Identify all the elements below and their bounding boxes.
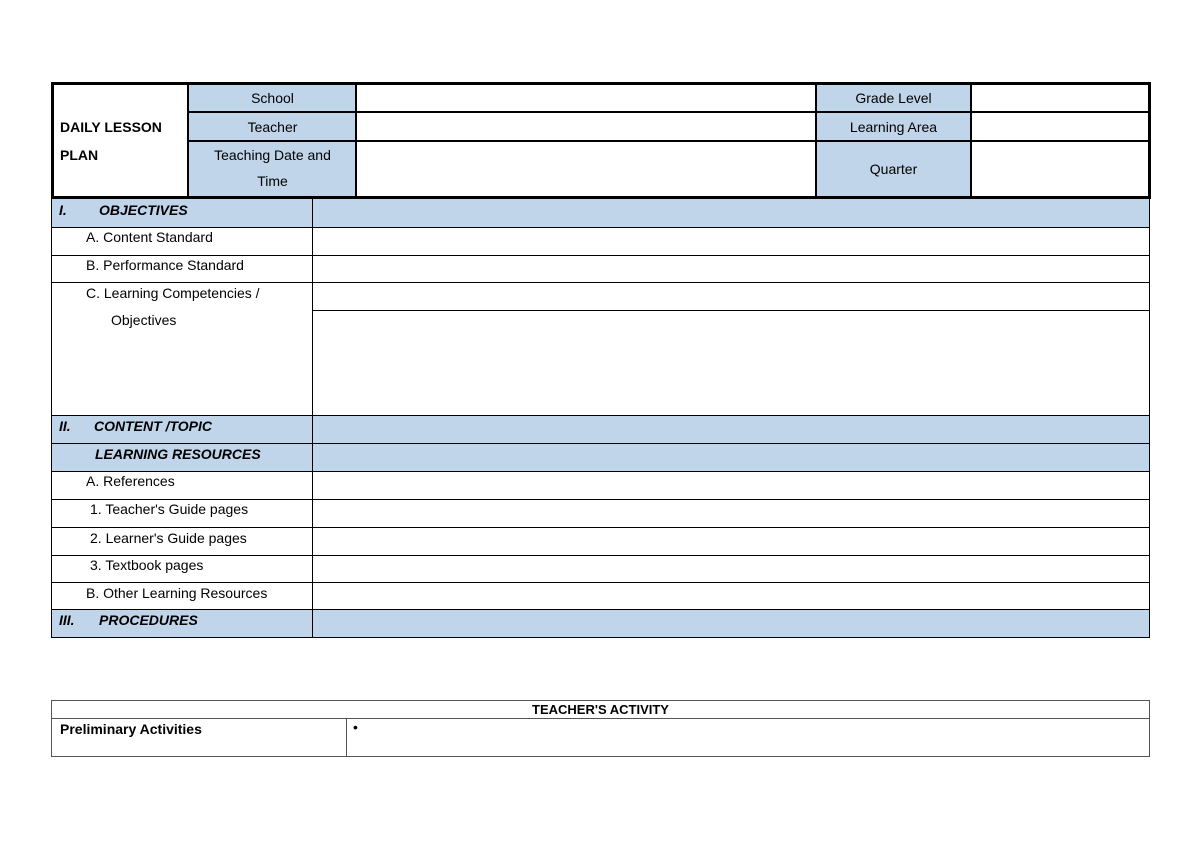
plan-row-line: [51, 499, 1150, 500]
preliminary-activities-field[interactable]: [347, 719, 1149, 756]
plan-row-line: [51, 255, 1150, 256]
plan-row-line: [51, 282, 1150, 283]
procedures-heading: PROCEDURES: [99, 612, 198, 628]
learning-area-label: Learning Area: [849, 119, 938, 135]
school-label: School: [251, 90, 294, 106]
content-topic-row: [52, 416, 1149, 444]
teacher-label-cell: [189, 113, 356, 141]
bullet-icon: •: [353, 719, 358, 735]
teaching-date-value-field[interactable]: [357, 142, 815, 196]
preliminary-activities-label: Preliminary Activities: [60, 721, 202, 737]
teaching-date-label-cell: [189, 142, 356, 196]
learners-guide-pages-label: 2. Learner's Guide pages: [90, 530, 247, 546]
teaching-date-label-line1: Teaching Date and: [214, 147, 331, 163]
teacher-label: Teacher: [247, 119, 298, 135]
objectives-num: I.: [59, 202, 67, 218]
learning-area-label-cell: [816, 113, 971, 141]
learning-competencies-label-line2: Objectives: [111, 312, 177, 328]
teaching-date-label-line2: Time: [257, 173, 288, 189]
page-title: [60, 113, 188, 169]
quarter-label: Quarter: [869, 161, 918, 177]
teachers-guide-pages-label: 1. Teacher's Guide pages: [90, 501, 249, 517]
objectives-row: [52, 199, 1149, 227]
quarter-value-field[interactable]: [972, 142, 1148, 196]
activity-border-left: [51, 700, 52, 757]
plan-row-line: [51, 637, 1150, 638]
plan-row-line: [51, 582, 1150, 583]
plan-row-line: [51, 527, 1150, 528]
performance-standard-label: B. Performance Standard: [86, 257, 244, 273]
performance-standard-field[interactable]: [313, 256, 1148, 282]
grade-level-label-cell: [816, 84, 971, 112]
learning-area-value-field[interactable]: [972, 113, 1148, 141]
learning-resources-heading: LEARNING RESOURCES: [95, 446, 261, 462]
teacher-activity-heading-cell: [52, 701, 1149, 718]
teachers-guide-pages-field[interactable]: [313, 500, 1148, 526]
plan-row-line-right: [312, 310, 1150, 311]
references-field[interactable]: [313, 472, 1148, 498]
plan-row-line: [51, 443, 1150, 444]
learners-guide-pages-field[interactable]: [313, 528, 1148, 554]
procedures-num: III.: [59, 612, 75, 628]
learning-competencies-label-line1: C. Learning Competencies /: [86, 285, 260, 301]
grade-level-label: Grade Level: [855, 90, 932, 106]
school-value-field[interactable]: [357, 84, 815, 112]
plan-border-right: [1149, 199, 1150, 638]
header-divider-h2: [187, 140, 1149, 142]
content-standard-label: A. Content Standard: [86, 229, 213, 245]
grade-level-value-field[interactable]: [972, 84, 1148, 112]
activity-border-mid: [51, 718, 1150, 719]
content-standard-field[interactable]: [313, 228, 1148, 254]
activity-border-right: [1149, 700, 1150, 757]
activity-border-top: [51, 700, 1150, 701]
activity-column-divider: [346, 718, 347, 757]
textbook-pages-label: 3. Textbook pages: [90, 557, 204, 573]
page-title-line1: DAILY LESSON: [60, 119, 162, 135]
plan-row-line: [51, 415, 1150, 416]
plan-border-left: [51, 199, 52, 638]
teacher-value-field[interactable]: [357, 113, 815, 141]
procedures-row: [52, 610, 1149, 638]
references-label: A. References: [86, 473, 175, 489]
header-border-top: [51, 82, 1151, 85]
textbook-pages-field[interactable]: [313, 556, 1148, 582]
objectives-heading: OBJECTIVES: [99, 202, 188, 218]
teacher-activity-heading: TEACHER'S ACTIVITY: [532, 702, 669, 717]
activity-border-bottom: [51, 756, 1150, 757]
plan-row-line: [51, 609, 1150, 610]
plan-column-divider: [312, 199, 313, 638]
header-border-left: [51, 82, 54, 199]
header-divider-h1: [187, 111, 1149, 113]
plan-row-line: [51, 227, 1150, 228]
other-learning-resources-label: B. Other Learning Resources: [86, 585, 268, 601]
content-topic-num: II.: [59, 418, 71, 434]
objectives-field[interactable]: [313, 311, 1148, 415]
page-title-line2: PLAN: [60, 147, 99, 163]
content-topic-heading: CONTENT /TOPIC: [94, 418, 212, 434]
quarter-label-cell: [816, 142, 971, 196]
plan-row-line: [51, 471, 1150, 472]
learning-competencies-field[interactable]: [313, 284, 1148, 310]
school-label-cell: [189, 84, 356, 112]
other-learning-resources-field[interactable]: [313, 583, 1148, 609]
plan-row-line: [51, 555, 1150, 556]
